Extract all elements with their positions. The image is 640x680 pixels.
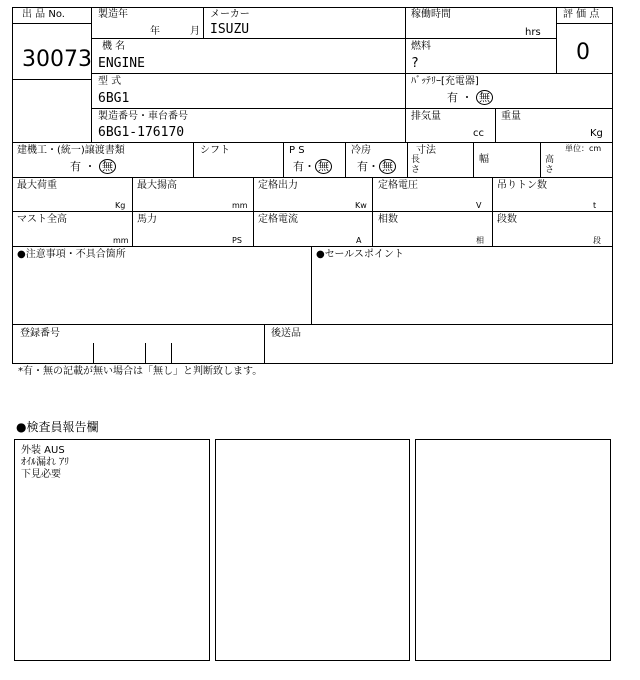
ps-no-circled: 無 xyxy=(315,159,332,174)
displacement-unit: cc xyxy=(473,128,484,139)
inspector-line-1: 外装 AUS xyxy=(21,445,65,456)
transfer-no-circled: 無 xyxy=(99,159,116,174)
type-value: 6BG1 xyxy=(98,91,130,106)
hoist-ton-label: 吊りトン数 xyxy=(497,180,547,191)
battery-yes: 有 xyxy=(447,91,458,104)
rating-value: 0 xyxy=(576,40,590,65)
stages-unit: 段 xyxy=(593,236,601,245)
horsepower-label: 馬力 xyxy=(137,214,157,225)
inspector-box-3 xyxy=(415,439,611,661)
rated-current-unit: A xyxy=(356,236,362,245)
height-label: 高 xyxy=(545,155,555,165)
rated-output-label: 定格出力 xyxy=(258,180,298,191)
cooling-yes-no xyxy=(357,159,396,174)
rated-voltage-label: 定格電圧 xyxy=(378,180,418,191)
lot-no-label: 出 品 No. xyxy=(22,9,65,20)
inspector-title: ●検査員報告欄 xyxy=(16,420,99,434)
battery-no-circled: 無 xyxy=(476,90,493,105)
height-sub: さ xyxy=(545,165,555,175)
transfer-dot: ・ xyxy=(84,160,96,173)
displacement-label: 排気量 xyxy=(411,111,441,122)
weight-label: 重量 xyxy=(501,111,521,122)
caution-label: ●注意事項・不具合箇所 xyxy=(17,249,126,260)
hoist-ton-unit: t xyxy=(593,201,597,210)
selling-point-label: ●セールスポイント xyxy=(316,249,404,260)
weight-unit: Kg xyxy=(590,128,603,139)
mast-height-unit: mm xyxy=(113,236,129,245)
mast-height-label: マスト全高 xyxy=(17,214,67,225)
ps-dot: ・ xyxy=(304,160,315,173)
battery-yes-no xyxy=(447,90,493,105)
shipping-later-label: 後送品 xyxy=(271,328,301,339)
ps-yes: 有 xyxy=(293,160,304,173)
hours-unit: hrs xyxy=(525,27,541,38)
month-unit: 月 xyxy=(190,26,200,37)
serial-label: 製造番号・車台番号 xyxy=(98,111,188,122)
fuel-value: ? xyxy=(411,56,419,71)
max-lift-label: 最大揚高 xyxy=(137,180,177,191)
battery-dot: ・ xyxy=(461,91,473,104)
phase-unit: 相 xyxy=(476,236,484,245)
rated-output-unit: Kw xyxy=(355,201,367,210)
horsepower-unit: PS xyxy=(232,236,242,245)
dims-label: 寸法 xyxy=(416,145,436,156)
inspector-line-2: ｵｲﾙ漏れ ｱﾘ xyxy=(21,457,70,468)
battery-label: ﾊﾞｯﾃﾘｰ[充電器] xyxy=(411,76,479,87)
max-load-unit: Kg xyxy=(115,201,126,210)
max-load-label: 最大荷重 xyxy=(17,180,57,191)
registration-label: 登録番号 xyxy=(20,328,60,339)
length-sub: さ xyxy=(411,165,421,175)
fuel-label: 燃料 xyxy=(411,41,431,52)
transfer-docs-label: 建機工・(統一)譲渡書類 xyxy=(17,145,125,156)
phase-label: 相数 xyxy=(378,214,398,225)
cooling-yes: 有 xyxy=(357,160,368,173)
inspector-line-3: 下見必要 xyxy=(21,469,61,480)
stages-label: 段数 xyxy=(497,214,517,225)
type-label: 型 式 xyxy=(98,76,122,87)
ps-label: P S xyxy=(289,145,305,156)
model-name-value: ENGINE xyxy=(98,56,145,71)
cooling-label: 冷房 xyxy=(351,145,371,156)
footnote: *有・無の記載が無い場合は「無し」と判断致します。 xyxy=(18,366,263,377)
cooling-dot: ・ xyxy=(368,160,379,173)
model-name-label: 機 名 xyxy=(102,41,126,52)
length-label: 長 xyxy=(411,155,421,165)
transfer-yes-no xyxy=(70,159,116,174)
year-label: 製造年 xyxy=(98,9,128,20)
dims-unit-note: 単位：cm xyxy=(565,144,602,153)
transfer-yes: 有 xyxy=(70,160,81,173)
cooling-no-circled: 無 xyxy=(379,159,396,174)
rated-voltage-unit: V xyxy=(476,201,482,210)
inspector-box-1 xyxy=(14,439,210,661)
lot-no-value: 30073 xyxy=(22,47,92,72)
rated-current-label: 定格電流 xyxy=(258,214,298,225)
hours-label: 稼働時間 xyxy=(411,9,451,20)
maker-value: ISUZU xyxy=(210,22,250,37)
inspector-box-2 xyxy=(215,439,410,661)
maker-label: メーカー xyxy=(210,9,250,20)
year-unit: 年 xyxy=(150,26,160,37)
shift-label: シフト xyxy=(200,145,230,156)
inspector-notes xyxy=(21,445,69,481)
max-lift-unit: mm xyxy=(232,201,248,210)
rating-label: 評 価 点 xyxy=(563,9,600,20)
width-label: 幅 xyxy=(479,154,489,165)
ps-yes-no xyxy=(293,159,332,174)
serial-value: 6BG1-176170 xyxy=(98,125,185,140)
